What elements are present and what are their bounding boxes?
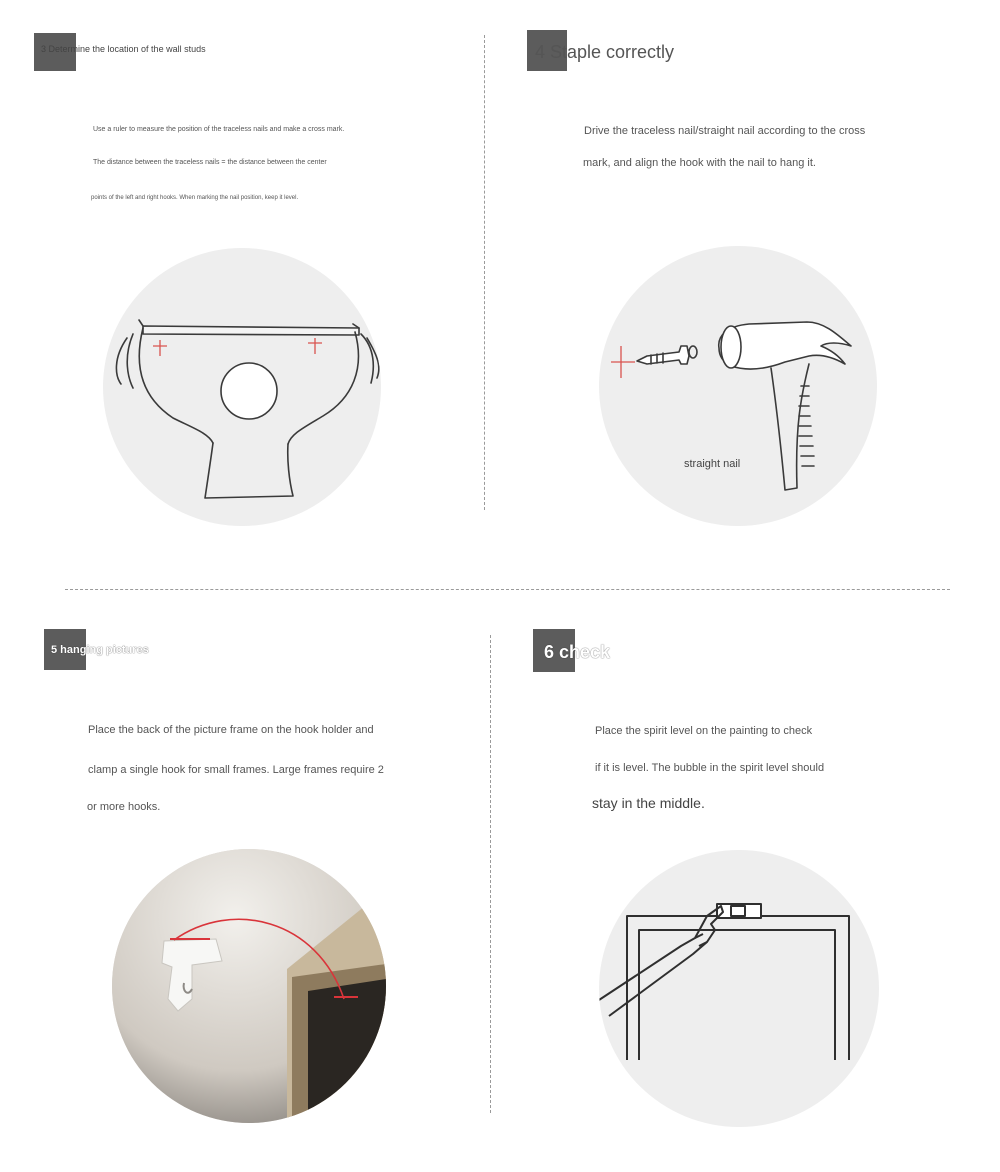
step-description-line: if it is level. The bubble in the spirit level should: [595, 762, 825, 774]
step-title: 5 hanging pictures: [51, 644, 149, 656]
spirit-level-illustration: [599, 850, 879, 1127]
vertical-divider-bottom: [490, 635, 491, 1113]
step-description-line: The distance between the traceless nails = the distance between the center: [93, 159, 327, 166]
step-description-line: mark, and align the hook with the nail to hang it.: [583, 157, 816, 169]
step-description-line: clamp a single hook for small frames. Large frames require 2: [88, 764, 384, 776]
vertical-divider-top: [484, 35, 485, 510]
step-description-line: Use a ruler to measure the position of the traceless nails and make a cross mark.: [93, 126, 345, 133]
step-description-line: Place the back of the picture frame on the hook holder and: [88, 724, 374, 736]
step-description-line: or more hooks.: [87, 801, 161, 813]
step-description-line: Place the spirit level on the painting to check: [595, 725, 813, 737]
step-description-line: Drive the traceless nail/straight nail according to the cross: [584, 125, 866, 137]
step-title: 3 Determine the location of the wall studs: [41, 44, 206, 54]
hammer-nail-illustration: [599, 246, 877, 526]
step-description-line: stay in the middle.: [592, 795, 705, 811]
ruler-measuring-illustration: [103, 248, 381, 526]
nail-caption: straight nail: [684, 458, 741, 470]
hanging-photo-illustration: [112, 849, 386, 1123]
step-description-line: points of the left and right hooks. When marking the nail position, keep it level.: [91, 195, 299, 201]
horizontal-divider: [65, 589, 950, 590]
step-title: 4 Staple correctly: [535, 42, 675, 62]
step-title: 6 check: [544, 642, 611, 662]
